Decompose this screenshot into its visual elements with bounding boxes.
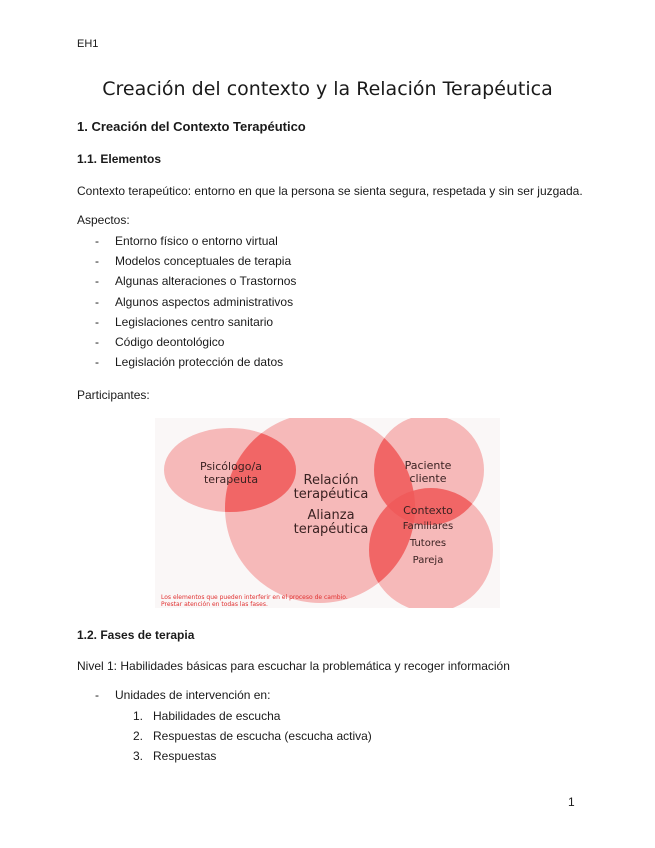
document-header: EH1: [77, 38, 99, 50]
center-label-terapeutica: terapéutica: [293, 487, 369, 502]
center-label-terapeutica-2: terapéutica: [293, 522, 369, 537]
therapist-label-line1: Psicólogo/a: [200, 460, 262, 473]
aspects-list: [95, 231, 296, 372]
list-marker: 2.: [133, 729, 144, 744]
therapist-label-line2: terapeuta: [203, 473, 259, 486]
units-list: [95, 685, 270, 705]
page-title: Creación del contexto y la Relación Terapéutica: [102, 78, 553, 100]
participants-venn-diagram: [155, 418, 500, 608]
list-marker: 3.: [133, 749, 144, 764]
patient-label-line2: cliente: [409, 472, 447, 485]
context-item-pareja: Pareja: [412, 555, 444, 566]
context-item-tutores: Tutores: [409, 538, 447, 549]
aspects-label: Aspectos:: [77, 213, 130, 227]
section-heading-1-2: 1.2. Fases de terapia: [77, 628, 195, 642]
context-definition: Contexto terapeútico: entorno en que la persona se sienta segura, respetada y sin ser juzgada.: [77, 184, 583, 198]
list-item-text: Habilidades de escucha: [153, 709, 281, 723]
level1-text: Nivel 1: Habilidades básicas para escuchar la problemática y recoger información: [77, 659, 510, 673]
list-item: [133, 726, 372, 746]
list-item: [133, 706, 372, 726]
diagram-footnote-line2: Prestar atención en todas las fases.: [161, 601, 268, 608]
section-heading-1: 1. Creación del Contexto Terapéutico: [77, 119, 306, 134]
list-item: - Entorno físico o entorno virtual: [95, 231, 296, 251]
list-item: [133, 746, 372, 766]
diagram-footnote-line1: Los elementos que pueden interferir en el proceso de cambio.: [161, 594, 348, 601]
context-label: Contexto: [403, 504, 453, 517]
context-item-familiares: Familiares: [402, 521, 454, 532]
page-number: 1: [568, 795, 575, 809]
section-heading-1-1: 1.1. Elementos: [77, 152, 162, 166]
venn-svg: [155, 418, 500, 608]
list-item-text: Respuestas de escucha (escucha activa): [153, 729, 372, 744]
list-item: - Modelos conceptuales de terapia: [95, 251, 296, 271]
list-item: - Legislaciones centro sanitario: [95, 312, 296, 332]
list-marker: 1.: [133, 709, 144, 723]
list-item-text: Respuestas: [153, 749, 217, 764]
list-item: - Código deontológico: [95, 332, 296, 352]
center-label-alianza: Alianza: [307, 508, 355, 523]
center-label-relacion: Relación: [303, 473, 359, 488]
list-item: - Algunos aspectos administrativos: [95, 292, 296, 312]
participants-label: Participantes:: [77, 388, 150, 402]
patient-label-line1: Paciente: [404, 459, 452, 472]
list-item: - Legislación protección de datos: [95, 352, 296, 372]
list-item: - Algunas alteraciones o Trastornos: [95, 271, 296, 291]
units-numbered-list: [133, 706, 372, 767]
list-item: - Unidades de intervención en:: [95, 685, 270, 705]
